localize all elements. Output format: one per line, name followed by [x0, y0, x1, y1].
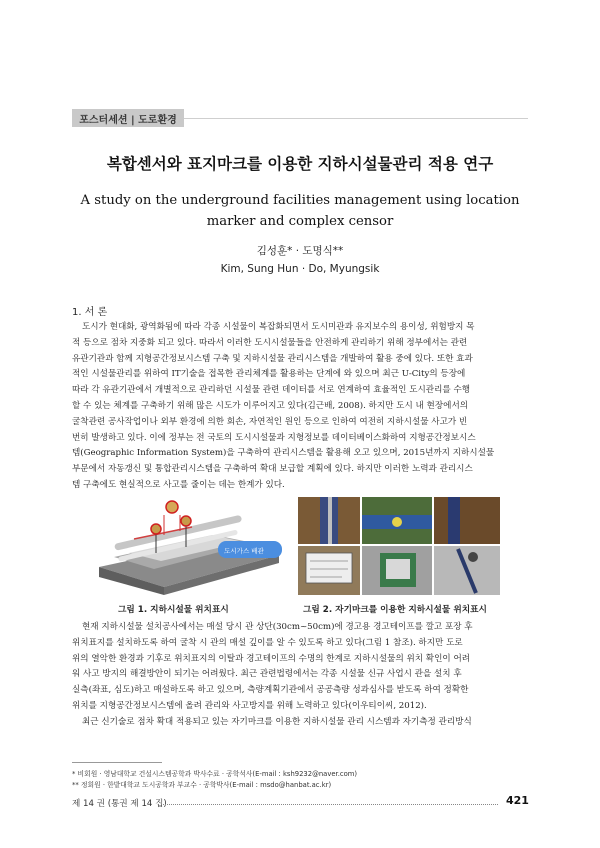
- title-english-line2: marker and complex censor: [206, 214, 394, 229]
- footnote-2: ** 정회원 · 한밭대학교 도시공학과 부교수 · 공학박사(E-mail : msdo@hanbat.ac.kr): [72, 781, 332, 789]
- tape-label: 도시가스 배관: [224, 547, 264, 555]
- footnote-rule: [72, 762, 162, 763]
- title-english-line1: A study on the underground facilities management using location: [80, 193, 520, 208]
- figure-1-pipe-schematic: [94, 497, 284, 595]
- text-line: 워 사고 방지의 해결방안이 되기는 어려웠다. 최근 관련법령에서는 각종 시설물 신규 사업시 관을 설치 후: [72, 669, 462, 680]
- text-line: 유관기관과 함께 지형공간정보시스템 구축 및 지하시설물 관리시스템을 개발하여 활용 중에 있다. 또한 효과: [72, 353, 473, 364]
- footnote-1: * 비회원 · 영남대학교 건설시스템공학과 박사수료 · 공학석사(E-mail : ksh9232@naver.com): [72, 770, 358, 778]
- paper-title-english: [80, 190, 520, 232]
- paragraph-3: [72, 715, 528, 731]
- section-tag: 포스터세션 | 도로환경: [72, 109, 184, 127]
- text-line: 템(Geographic Information System)을 구축하여 관리시스템을 활용해 오고 있으며, 2015년까지 지하시설물: [72, 448, 495, 459]
- paper-title-korean: 복합센서와 표지마크를 이용한 지하시설물관리 적용 연구: [106, 155, 494, 173]
- text-line: 현재 지하시설물 설치공사에서는 매설 당시 관 상단(30cm~50cm)에 경고용 경고테이프를 깔고 포장 후: [82, 622, 473, 632]
- authors-english: Kim, Sung Hun · Do, Myungsik: [220, 263, 380, 275]
- text-line: 위의 열악한 환경과 기후로 위치표지의 이탈과 경고테이프의 수명의 한계로 지하시설물의 위치 확인이 어려: [72, 653, 471, 664]
- text-line: 위치표지를 설치하도록 하여 굴착 시 관의 매설 깊이를 알 수 있도록 하고 있다(그림 1 참조). 하지만 도로: [72, 637, 463, 648]
- volume-label: 제 14 권 (통권 제 14 집): [72, 799, 167, 809]
- text-line: 따라 각 유관기관에서 개별적으로 관리하던 시설물 관련 데이터를 서로 연계하여 효율적인 도시관리를 수행: [72, 385, 471, 396]
- text-line: 번히 발생하고 있다. 이에 정부는 전 국토의 도시시설물과 지형정보를 데이터베이스화하여 지형공간정보시스: [72, 432, 476, 443]
- paragraph-1: [72, 320, 528, 494]
- text-line: 도시가 현대화, 광역화됨에 따라 각종 시설물이 복잡화되면서 도시미관과 유지보수의 용이성, 위험방지 목: [82, 322, 475, 332]
- page-number: 421: [506, 794, 529, 807]
- footer-dotted-rule: [163, 804, 498, 805]
- text-line: 적인 시설물관리를 위하여 IT기술을 접목한 관리체계를 활용하는 단계에 와 있으며 최근 U-City의 등장에: [72, 369, 466, 380]
- text-line: 최근 신기술로 점차 확대 적용되고 있는 자기마크를 이용한 지하시설물 관리 시스템과 자기측정 관리방식: [82, 717, 472, 727]
- text-line: 위치를 지형공간정보시스템에 올려 관리와 사고방지를 위해 노력하고 있다(이우티이씨, 2012).: [72, 700, 427, 711]
- text-line: 적 등으로 점차 지중화 되고 있다. 따라서 이러한 도시시설물들을 안전하게 관리하기 위해 정부에서는 관련: [72, 337, 468, 348]
- figure-1-caption: 그림 1. 지하시설물 위치표시: [118, 605, 229, 615]
- text-line: 템 구축에도 현실적으로 사고를 줄이는 데는 한계가 있다.: [72, 479, 285, 490]
- paragraph-2: [72, 620, 528, 715]
- text-line: 굴착관련 공사작업이나 외부 환경에 의한 회손, 자연적인 원인 등으로 인하여 여전히 지하시설물 사고가 빈: [72, 416, 468, 427]
- text-line: 할 수 있는 체계를 구축하기 위해 많은 시도가 이루어지고 있다(김근배, 2008). 하지만 도시 내 현장에서의: [72, 400, 469, 411]
- text-line: 실측(좌표, 심도)하고 매설하도록 하고 있으며, 측량계획기관에서 공공측량 성과심사를 받도록 하여 정확한: [72, 685, 469, 696]
- authors-korean: 김성훈* · 도명식**: [256, 245, 344, 257]
- section-heading: 1. 서 론: [72, 307, 108, 318]
- figure-2-caption: 그림 2. 자기마크를 이용한 지하시설물 위치표시: [303, 605, 487, 615]
- figure-2-photo-collage: [298, 497, 500, 595]
- header-rule: [184, 118, 528, 119]
- text-line: 부문에서 자동갱신 및 통합관리시스템을 구축하여 확대 보급할 계획에 있다. 하지만 이러한 노력과 관리시스: [72, 464, 473, 475]
